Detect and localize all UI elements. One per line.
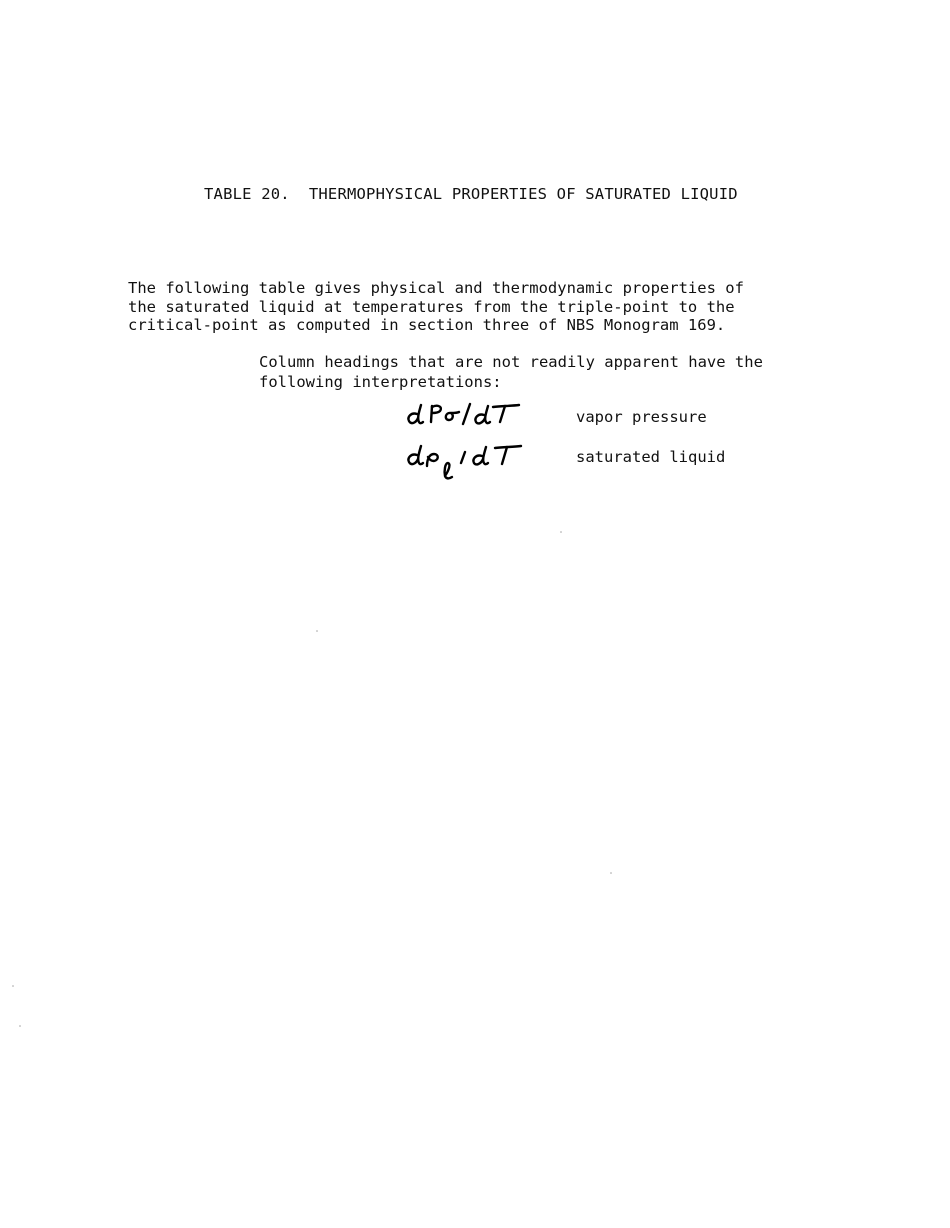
- intro-line: The following table gives physical and thermodynamic properties of: [128, 279, 744, 297]
- intro-line: the saturated liquid at temperatures from the triple-point to the: [128, 297, 735, 316]
- intro-paragraph: [128, 279, 744, 335]
- interpretation-text: saturated liquid: [576, 448, 726, 466]
- scan-speck: [19, 1025, 21, 1027]
- scan-speck: [560, 531, 562, 533]
- handwritten-symbol-drho-l-dt: [405, 438, 525, 478]
- scan-speck: [316, 630, 318, 632]
- interpretation-row: [405, 438, 765, 478]
- handwritten-symbol-dp-sigma-dt: [405, 398, 525, 438]
- note-line: Column headings that are not readily apparent have the: [259, 353, 763, 371]
- interpretation-text: vapor pressure: [576, 408, 707, 426]
- table-title: TABLE 20. THERMOPHYSICAL PROPERTIES OF SATURATED LIQUID: [204, 185, 738, 203]
- note-paragraph: [259, 353, 763, 392]
- interpretation-row: [405, 398, 765, 438]
- note-line: following interpretations:: [259, 372, 502, 391]
- intro-line: critical-point as computed in section three of NBS Monogram 169.: [128, 316, 726, 335]
- scan-speck: [610, 872, 612, 874]
- scan-speck: [12, 985, 14, 987]
